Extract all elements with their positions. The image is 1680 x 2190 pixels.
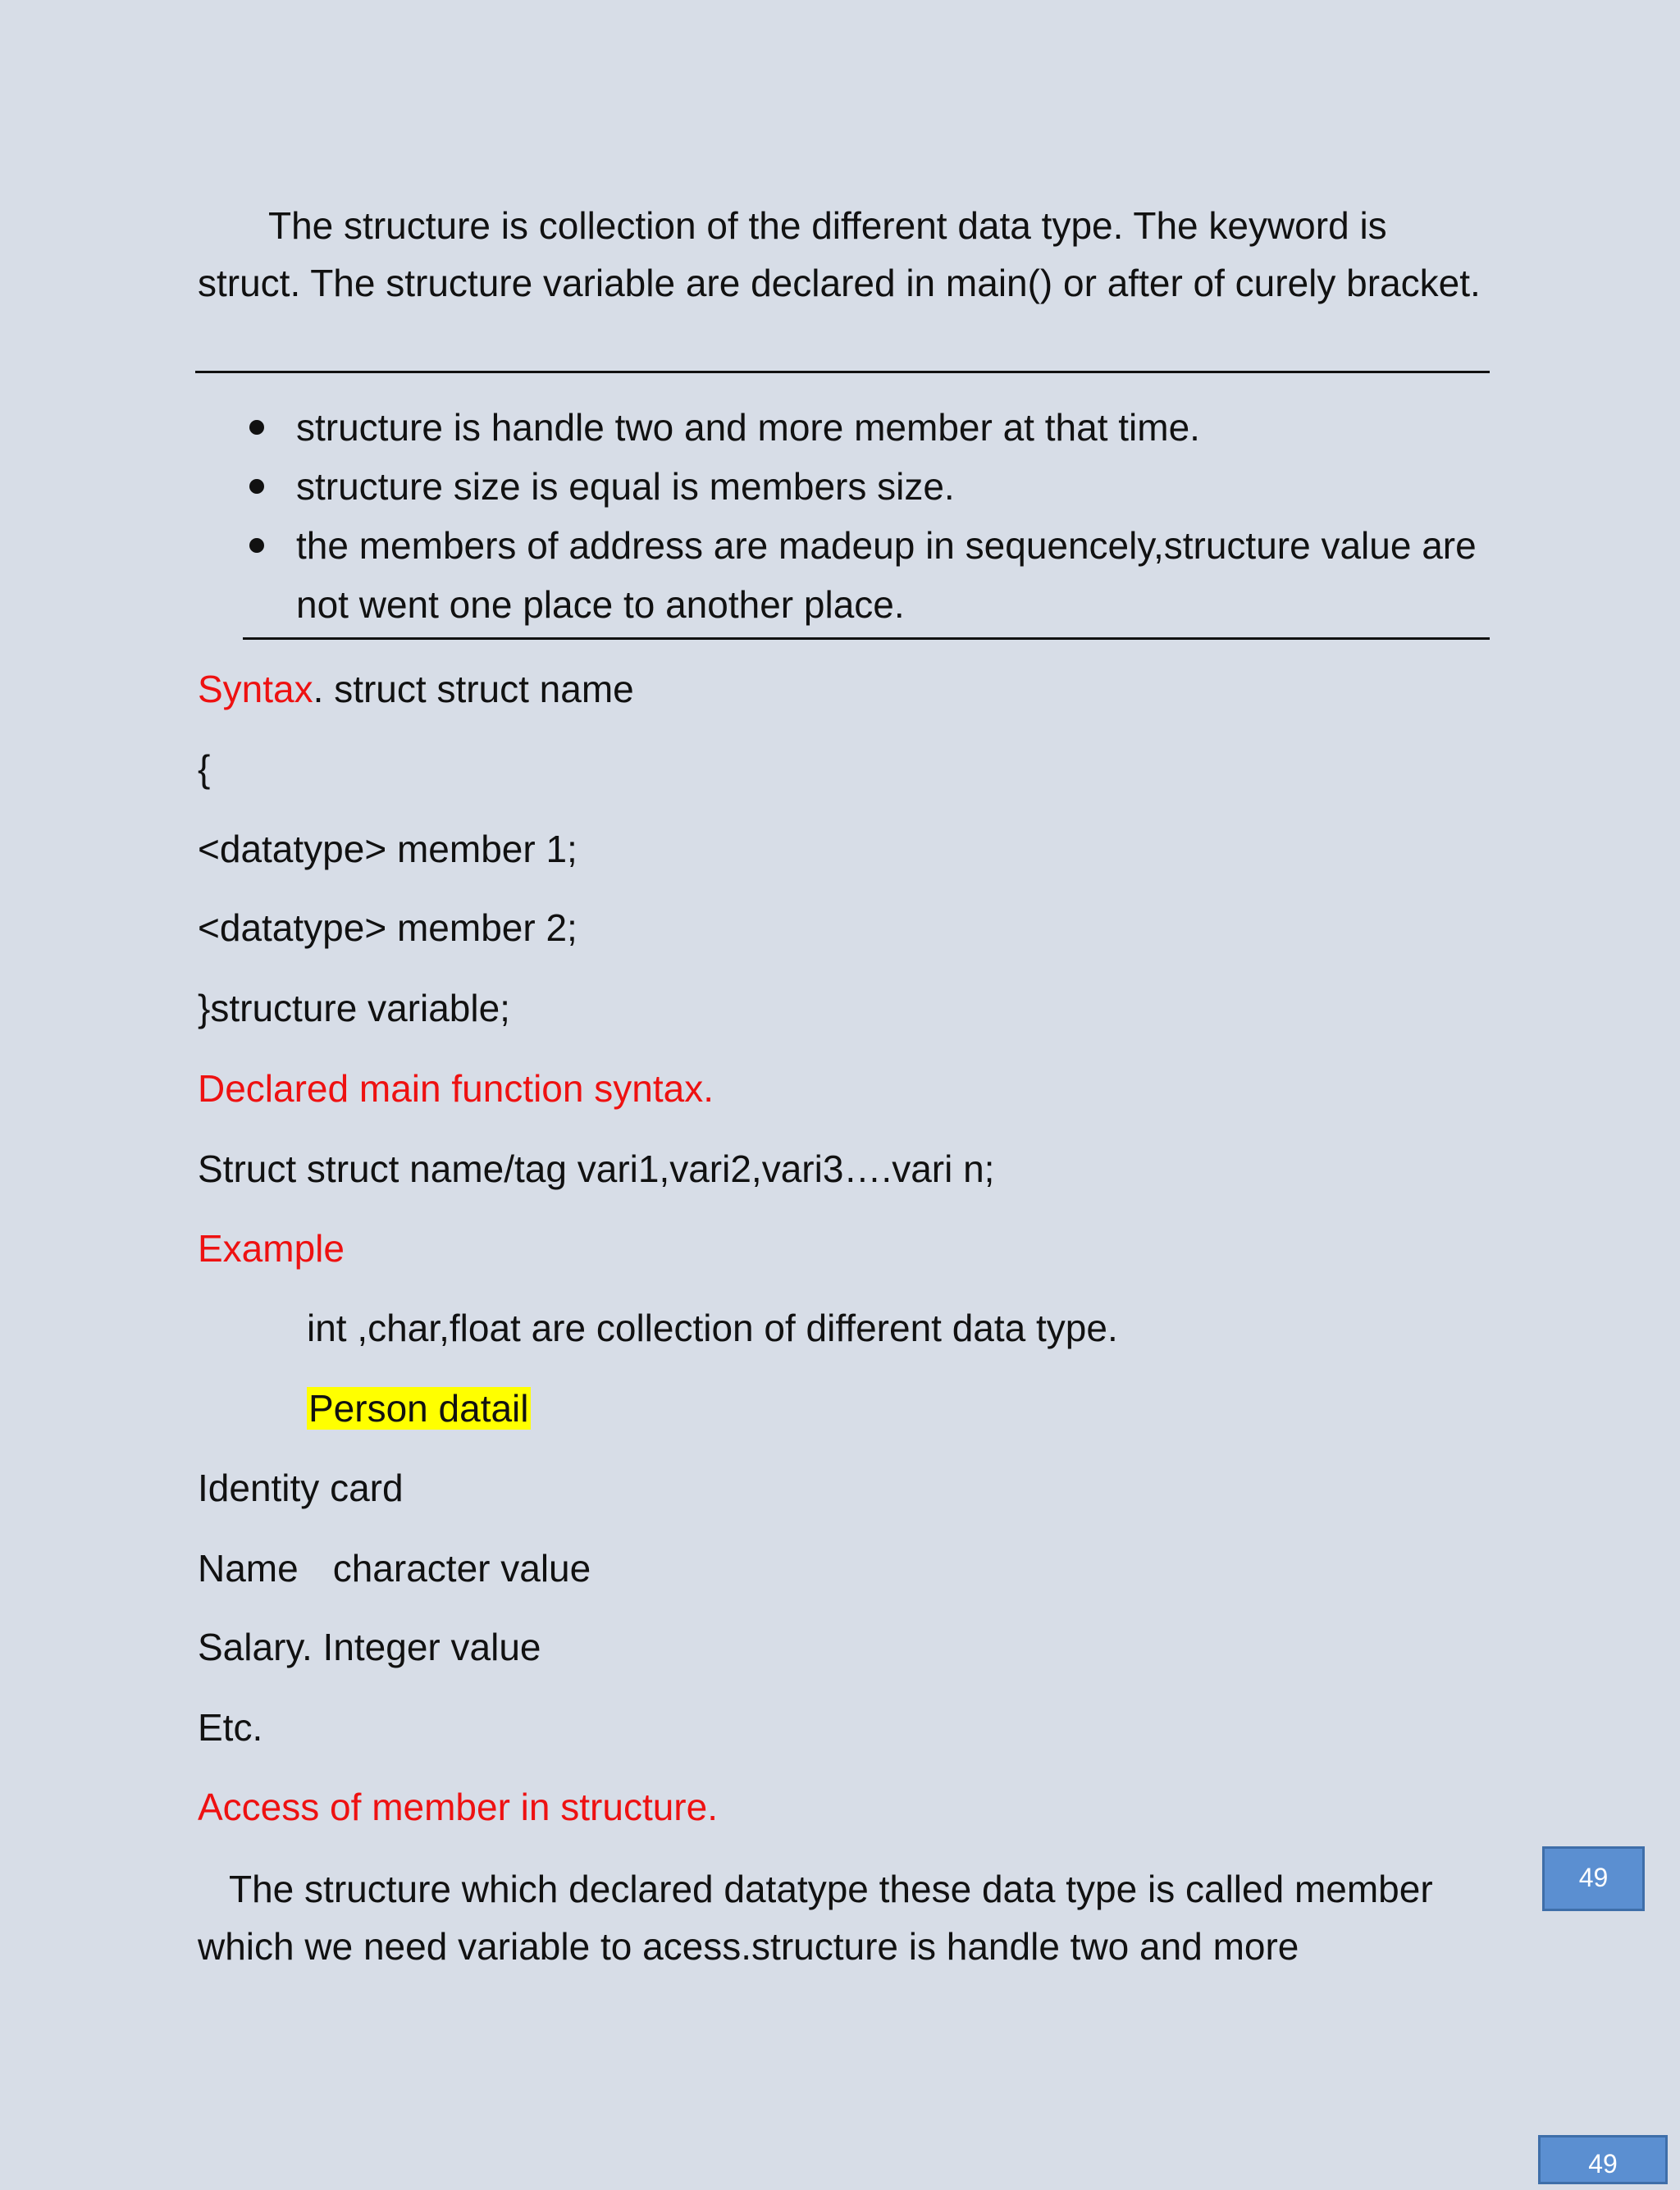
example-line: int ,char,float are collection of different data type. <box>307 1307 1118 1349</box>
intro-paragraph: The structure is collection of the different data type. The keyword is struct. The structure variable are declared in main() or after of curely bracket. <box>198 204 1481 304</box>
syntax-code-line: <datatype> member 1; <box>198 828 578 870</box>
bullet-text: structure size is equal is members size. <box>296 465 955 508</box>
name-label: Name <box>198 1547 299 1590</box>
divider-top <box>195 371 1490 373</box>
bullet-text: the members of address are madeup in sequencely,structure value are not went one place to another place. <box>296 524 1477 626</box>
bullet-list <box>243 398 1490 634</box>
example-highlight-line <box>307 1384 531 1433</box>
syntax-code-line: }structure variable; <box>198 987 510 1029</box>
page-number-box-footer: 49 <box>1538 2135 1668 2184</box>
highlighted-text: Person datail <box>308 1387 529 1430</box>
bullet-dot-icon <box>249 479 264 494</box>
bullet-dot-icon <box>249 538 264 553</box>
example-heading: Example <box>198 1227 345 1270</box>
access-heading: Access of member in structure. <box>198 1786 718 1828</box>
name-value: character value <box>332 1547 591 1590</box>
syntax-rest: . struct struct name <box>313 668 634 710</box>
outro-paragraph: The structure which declared datatype these data type is called member which we need variable to acess.structure is handle two and more <box>198 1868 1433 1968</box>
declared-line: Struct struct name/tag vari1,vari2,vari3….vari n; <box>198 1147 995 1190</box>
bullet-item <box>243 457 1490 516</box>
identity-line: Identity card <box>198 1467 404 1509</box>
syntax-line <box>198 664 634 714</box>
bullet-text: structure is handle two and more member at that time. <box>296 406 1200 449</box>
divider-bottom <box>243 637 1490 640</box>
syntax-code-line: <datatype> member 2; <box>198 906 578 949</box>
salary-line: Salary. Integer value <box>198 1626 541 1668</box>
etc-line: Etc. <box>198 1706 263 1749</box>
bullet-item <box>243 516 1490 634</box>
syntax-code-line: { <box>198 747 211 790</box>
syntax-label: Syntax <box>198 668 313 710</box>
name-line <box>198 1544 591 1593</box>
bullet-dot-icon <box>249 420 264 435</box>
page-number-box: 49 <box>1542 1846 1645 1911</box>
declared-heading: Declared main function syntax. <box>198 1067 714 1110</box>
bullet-item <box>243 398 1490 457</box>
